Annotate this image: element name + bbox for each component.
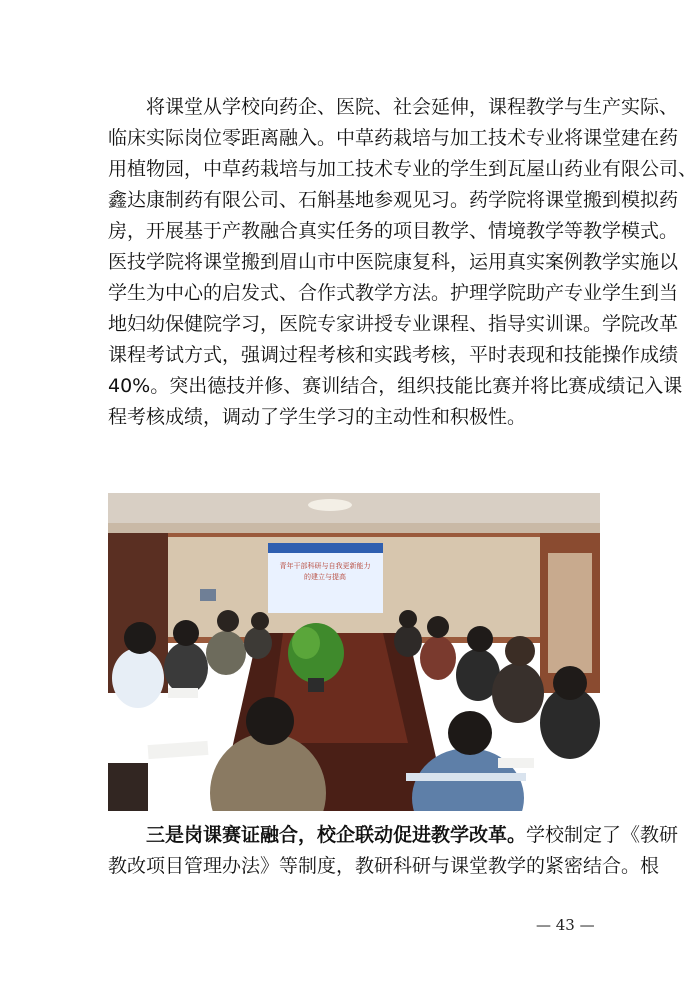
text-line: 学生为中心的启发式、合作式教学方法。护理学院助产专业学生到当 <box>108 282 679 304</box>
text-line: 将课堂从学校向药企、医院、社会延伸，课程教学与生产实际、 <box>108 96 679 118</box>
page-number: — 43 — <box>536 916 595 934</box>
text-line: 临床实际岗位零距离融入。中草药栽培与加工技术专业将课堂建在药 <box>108 127 679 149</box>
paragraph-2 <box>108 820 679 882</box>
text-line: 医技学院将课堂搬到眉山市中医院康复科，运用真实案例教学实施以 <box>108 251 679 273</box>
screen-title-line1: 青年干部科研与自我更新能力 <box>279 562 371 570</box>
screen-title-line2: 的建立与提高 <box>304 573 346 581</box>
text-line: 鑫达康制药有限公司、石斛基地参观见习。药学院将课堂搬到模拟药 <box>108 189 679 211</box>
text-line <box>108 820 679 851</box>
text-segment: 学校制定了《教研 <box>526 824 679 846</box>
text-line: 程考核成绩，调动了学生学习的主动性和积极性。 <box>108 406 527 428</box>
text-line: 地妇幼保健院学习，医院专家讲授专业课程、指导实训课。学院改革 <box>108 313 679 335</box>
text-line: 40%。突出德技并修、赛训结合，组织技能比赛并将比赛成绩记入课 <box>108 375 683 397</box>
text-line: 用植物园，中草药栽培与加工技术专业的学生到瓦屋山药业有限公司、 <box>108 158 698 180</box>
text-line: 教改项目管理办法》等制度，教研科研与课堂教学的紧密结合。根 <box>108 855 660 877</box>
text-line: 房，开展基于产教融合真实任务的项目教学、情境教学等教学模式。 <box>108 220 679 242</box>
meeting-photo <box>108 493 600 811</box>
text-line: 课程考试方式，强调过程考核和实践考核，平时表现和技能操作成绩 <box>108 344 679 366</box>
paragraph-1 <box>108 92 698 433</box>
bold-lead: 三是岗课赛证融合，校企联动促进教学改革。 <box>108 824 527 846</box>
